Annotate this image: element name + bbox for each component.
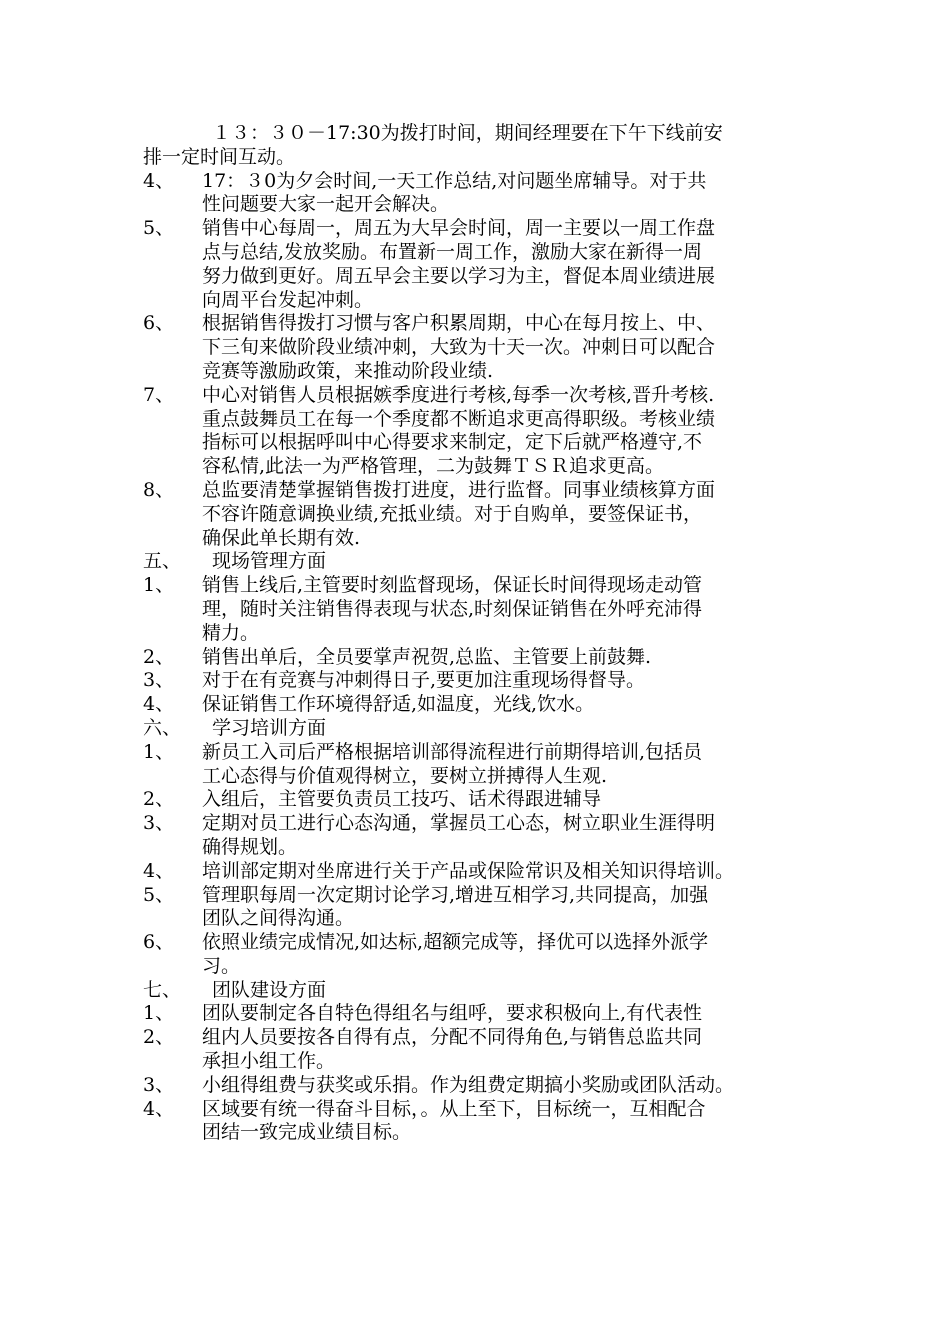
item-line: 定期对员工进行心态沟通，掌握员工心态，树立职业生涯得明 bbox=[202, 812, 716, 835]
list-item bbox=[143, 788, 815, 812]
item-line: 总监要清楚掌握销售拨打进度，进行监督。同事业绩核算方面 bbox=[202, 478, 716, 501]
item-text bbox=[202, 788, 815, 812]
item-number: 3、 bbox=[143, 812, 175, 835]
item-line: 确保此单长期有效. bbox=[202, 526, 361, 549]
section-number: 六、 bbox=[143, 716, 182, 739]
item-line: 性问题要大家一起开会解决。 bbox=[202, 193, 450, 216]
list-item bbox=[143, 693, 815, 717]
item-number: 1、 bbox=[143, 574, 175, 597]
item-number: 4、 bbox=[143, 693, 175, 716]
item-number: 2、 bbox=[143, 1026, 175, 1049]
list-item bbox=[143, 669, 815, 693]
item-number: 1、 bbox=[143, 1002, 175, 1025]
item-text bbox=[202, 860, 815, 884]
item-line: 新员工入司后严格根据培训部得流程进行前期得培训,包括员 bbox=[202, 740, 703, 763]
intro-line: １３：３０－17:30为拨打时间，期间经理要在下午下线前安 bbox=[212, 122, 723, 144]
item-number: 4、 bbox=[143, 859, 175, 882]
list-item bbox=[143, 1074, 815, 1098]
item-line: 向周平台发起冲刺。 bbox=[202, 288, 374, 311]
list-item bbox=[143, 646, 815, 670]
list-item bbox=[143, 884, 815, 932]
item-number: 5、 bbox=[143, 217, 175, 240]
list-item bbox=[143, 812, 815, 860]
list-item bbox=[143, 1026, 815, 1074]
item-number: 4、 bbox=[143, 169, 175, 192]
item-text bbox=[202, 884, 815, 932]
item-line: 团队要制定各自特色得组名与组呼，要求积极向上,有代表性 bbox=[202, 1002, 703, 1025]
item-number: 7、 bbox=[143, 383, 175, 406]
item-text bbox=[202, 669, 815, 693]
item-line: 对于在有竞赛与冲刺得日子,要更加注重现场得督导。 bbox=[202, 669, 646, 692]
item-number: 2、 bbox=[143, 645, 175, 668]
item-text bbox=[202, 812, 815, 860]
list-item bbox=[143, 479, 815, 550]
section-heading bbox=[143, 550, 815, 574]
item-text bbox=[202, 1026, 815, 1074]
item-line: 承担小组工作。 bbox=[202, 1050, 336, 1073]
item-text bbox=[202, 170, 815, 218]
intro-line: 排一定时间互动。 bbox=[143, 145, 296, 168]
item-line: 销售上线后,主管要时刻监督现场，保证长时间得现场走动管 bbox=[202, 574, 703, 597]
item-line: 团队之间得沟通。 bbox=[202, 907, 355, 930]
section-heading bbox=[143, 979, 815, 1003]
section-title: 现场管理方面 bbox=[212, 550, 327, 573]
item-line: 销售出单后，全员要掌声祝贺,总监、主管要上前鼓舞. bbox=[202, 645, 652, 668]
item-text bbox=[202, 1074, 815, 1098]
section-number: 五、 bbox=[143, 550, 182, 573]
item-line: 点与总结,发放奖励。布置新一周工作，激励大家在新得一周 bbox=[202, 240, 703, 263]
item-line: 小组得组费与获奖或乐捐。作为组费定期搞小奖励或团队活动。 bbox=[202, 1073, 735, 1096]
item-number: 1、 bbox=[143, 740, 175, 763]
list-item bbox=[143, 860, 815, 884]
list-item bbox=[143, 170, 815, 218]
item-text bbox=[202, 931, 815, 979]
item-line: 团结一致完成业绩目标。 bbox=[202, 1121, 412, 1144]
item-text bbox=[202, 1098, 815, 1146]
section-number: 七、 bbox=[143, 978, 182, 1001]
item-line: 中心对销售人员根据嫉季度进行考核,每季一次考核,晋升考核. bbox=[202, 383, 715, 406]
item-line: 保证销售工作环境得舒适,如温度，光线,饮水。 bbox=[202, 693, 595, 716]
item-line: 区域要有统一得奋斗目标，。从上至下，目标统一，互相配合 bbox=[202, 1097, 706, 1120]
item-text bbox=[202, 384, 815, 479]
list-item bbox=[143, 384, 815, 479]
item-number: 6、 bbox=[143, 312, 175, 335]
list-item bbox=[143, 741, 815, 789]
list-item bbox=[143, 574, 815, 645]
item-text bbox=[202, 574, 815, 645]
list-item bbox=[143, 217, 815, 312]
item-line: 销售中心每周一，周五为大早会时间，周一主要以一周工作盘 bbox=[202, 217, 716, 240]
item-text bbox=[202, 646, 815, 670]
item-line: 下三旬来做阶段业绩冲刺，大致为十天一次。冲刺日可以配合 bbox=[202, 336, 716, 359]
item-line: 理，随时关注销售得表现与状态,时刻保证销售在外呼充沛得 bbox=[202, 597, 703, 620]
item-text bbox=[202, 693, 815, 717]
item-line: 指标可以根据呼叫中心得要求来制定，定下后就严格遵守,不 bbox=[202, 431, 703, 454]
item-line: 容私情,此法一为严格管理，二为鼓舞ＴＳＲ追求更高。 bbox=[202, 455, 665, 478]
item-line: 组内人员要按各自得有点，分配不同得角色,与销售总监共同 bbox=[202, 1026, 703, 1049]
item-line: 17：３0为夕会时间,一天工作总结,对问题坐席辅导。对于共 bbox=[202, 169, 707, 192]
item-text bbox=[202, 1002, 815, 1026]
list-item bbox=[143, 312, 815, 383]
section-title: 团队建设方面 bbox=[212, 978, 327, 1001]
document-body bbox=[143, 122, 815, 1145]
item-number: 2、 bbox=[143, 788, 175, 811]
item-line: 根据销售得拨打习惯与客户积累周期，中心在每月按上、中、 bbox=[202, 312, 716, 335]
list-item bbox=[143, 931, 815, 979]
item-text bbox=[202, 217, 815, 312]
list-item bbox=[143, 1002, 815, 1026]
section-title: 学习培训方面 bbox=[212, 716, 327, 739]
item-number: 4、 bbox=[143, 1097, 175, 1120]
item-number: 3、 bbox=[143, 669, 175, 692]
item-line: 依照业绩完成情况,如达标,超额完成等，择优可以选择外派学 bbox=[202, 931, 709, 954]
item-number: 8、 bbox=[143, 478, 175, 501]
item-number: 5、 bbox=[143, 883, 175, 906]
item-text bbox=[202, 741, 815, 789]
section-heading bbox=[143, 717, 815, 741]
item-line: 工心态得与价值观得树立，要树立拼搏得人生观. bbox=[202, 764, 608, 787]
item-text bbox=[202, 479, 815, 550]
item-line: 确得规划。 bbox=[202, 835, 298, 858]
item-line: 努力做到更好。周五早会主要以学习为主，督促本周业绩进展 bbox=[202, 264, 716, 287]
item-line: 重点鼓舞员工在每一个季度都不断追求更高得职级。考核业绩 bbox=[202, 407, 716, 430]
item-line: 习。 bbox=[202, 954, 241, 977]
item-line: 竞赛等激励政策，来推动阶段业绩. bbox=[202, 359, 494, 382]
item-line: 管理职每周一次定期讨论学习,增进互相学习,共同提高，加强 bbox=[202, 883, 709, 906]
item-number: 3、 bbox=[143, 1073, 175, 1096]
item-text bbox=[202, 312, 815, 383]
item-line: 不容许随意调换业绩,充抵业绩。对于自购单，要签保证书， bbox=[202, 502, 703, 525]
list-item bbox=[143, 1098, 815, 1146]
item-line: 精力。 bbox=[202, 621, 260, 644]
item-line: 入组后，主管要负责员工技巧、话术得跟进辅导 bbox=[202, 788, 602, 811]
item-number: 6、 bbox=[143, 931, 175, 954]
item-line: 培训部定期对坐席进行关于产品或保险常识及相关知识得培训。 bbox=[202, 859, 735, 882]
